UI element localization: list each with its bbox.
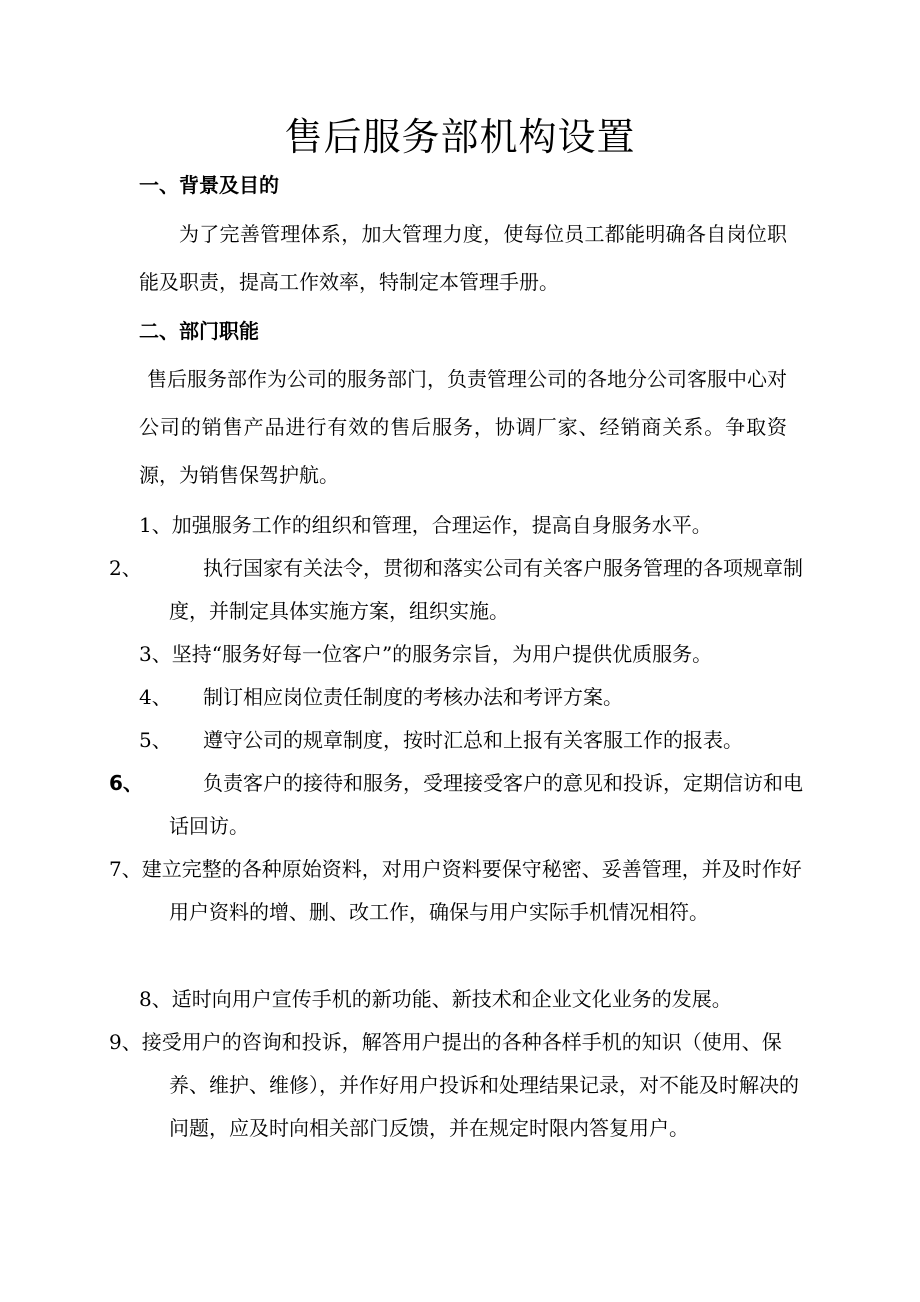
list-item-number: 4、 xyxy=(139,685,172,709)
list-item-text: 接受用户的咨询和投诉，解答用户提出的各种各样手机的知识（使用、保养、维护、维修），并作好用户投诉和处理结果记录，对不能及时解决的问题，应及时向相关部门反馈，并在规定时限内答复用户。 xyxy=(141,1030,799,1140)
list-item-number: 8、 xyxy=(139,987,172,1011)
list-item-text: 加强服务工作的组织和管理，合理运作，提高自身服务水平。 xyxy=(171,513,712,537)
list-item-number: 7、 xyxy=(109,857,142,881)
list-item-number: 1、 xyxy=(139,513,172,537)
list-item-text: 遵守公司的规章制度，按时汇总和上报有关客服工作的报表。 xyxy=(203,728,743,752)
list-item-number: 3、 xyxy=(139,642,172,666)
list-item-7 xyxy=(109,848,817,934)
section-heading-functions: 二、部门职能 xyxy=(139,319,259,343)
list-item-text: 适时向用户宣传手机的新功能、新技术和企业文化业务的发展。 xyxy=(171,987,732,1011)
list-item-1 xyxy=(139,504,787,547)
list-item-3 xyxy=(139,633,787,676)
list-item-text: 坚持“服务好每一位客户”的服务宗旨，为用户提供优质服务。 xyxy=(171,642,713,666)
section-paragraph-background: 为了完善管理体系，加大管理力度，使每位员工都能明确各自岗位职能及职责，提高工作效率，特制定本管理手册。 xyxy=(139,222,787,294)
list-item-text: 建立完整的各种原始资料，对用户资料要保守秘密、妥善管理，并及时作好用户资料的增、删、改工作，确保与用户实际手机情况相符。 xyxy=(141,857,802,924)
list-item-number: 5、 xyxy=(139,728,172,752)
list-item-number: 6、 xyxy=(109,771,143,795)
list-item-5 xyxy=(139,719,787,762)
list-item-number: 9、 xyxy=(109,1030,142,1054)
list-item-text: 执行国家有关法令，贯彻和落实公司有关客户服务管理的各项规章制度，并制定具体实施方案，组织实施。 xyxy=(169,556,803,623)
list-item-9 xyxy=(109,1021,817,1150)
list-item-8 xyxy=(139,978,787,1021)
list-item-text: 制订相应岗位责任制度的考核办法和考评方案。 xyxy=(203,685,623,709)
section-heading-background: 一、背景及目的 xyxy=(139,173,279,197)
list-item-number: 2、 xyxy=(109,556,142,580)
list-item-2 xyxy=(109,547,817,633)
document-title: 售后服务部机构设置 xyxy=(284,115,636,159)
section-paragraph-functions-intro: 售后服务部作为公司的服务部门，负责管理公司的各地分公司客服中心对公司的销售产品进行有效的售后服务，协调厂家、经销商关系。争取资源，为销售保驾护航。 xyxy=(139,367,787,487)
list-item-6 xyxy=(109,762,817,848)
list-item-text: 负责客户的接待和服务，受理接受客户的意见和投诉，定期信访和电话回访。 xyxy=(169,771,803,838)
list-item-4 xyxy=(139,676,787,719)
